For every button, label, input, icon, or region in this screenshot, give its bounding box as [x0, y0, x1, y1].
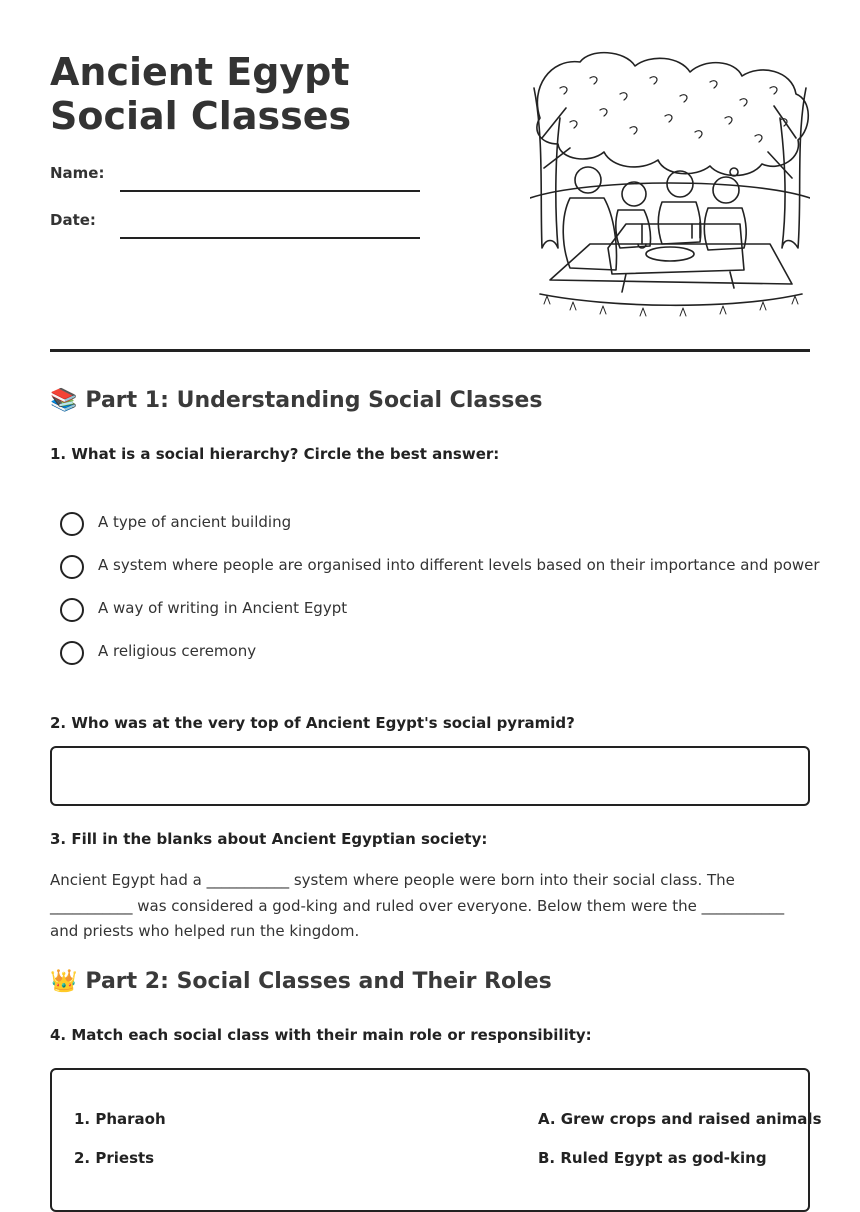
question-2: 2. Who was at the very top of Ancient Egypt's social pyramid?: [50, 714, 575, 732]
question-3: 3. Fill in the blanks about Ancient Egyptian society:: [50, 830, 488, 848]
matching-box: [50, 1068, 822, 1212]
q1-option-c-label: A way of writing in Ancient Egypt: [98, 599, 348, 617]
part2-heading-text: Part 2: Social Classes and Their Roles: [85, 969, 552, 994]
date-input-line[interactable]: [120, 237, 420, 239]
radio-circle[interactable]: [60, 598, 84, 622]
match-left-2: 2. Priests: [74, 1149, 155, 1167]
match-right-b: B. Ruled Egypt as god-king: [538, 1149, 767, 1167]
radio-circle[interactable]: [60, 555, 84, 579]
match-right-a: A. Grew crops and raised animals: [538, 1110, 822, 1128]
crown-icon: 👑: [50, 969, 78, 994]
q3-fill-in-paragraph: Ancient Egypt had a ___________ system where people were born into their social class. The ___________ was considered a god-king and ruled over everyone. Below them were the ___________ and priests who helped run the kingdom.: [50, 871, 785, 940]
q2-answer-box[interactable]: [50, 746, 810, 806]
header-divider: [50, 349, 810, 352]
part1-heading: [50, 388, 542, 413]
part2-heading: [50, 969, 552, 994]
q1-option-b-label: A system where people are organised into different levels based on their importance and power: [98, 556, 820, 574]
part1-heading-text: Part 1: Understanding Social Classes: [85, 388, 543, 413]
family-picnic-illustration: [530, 48, 810, 328]
name-label: Name:: [50, 164, 105, 182]
q1-option-a-label: A type of ancient building: [98, 513, 292, 531]
radio-circle[interactable]: [60, 512, 84, 536]
radio-circle[interactable]: [60, 641, 84, 665]
match-left-1: 1. Pharaoh: [74, 1110, 166, 1128]
name-field[interactable]: [50, 164, 420, 194]
question-4: 4. Match each social class with their main role or responsibility:: [50, 1026, 592, 1044]
date-field[interactable]: [50, 211, 420, 241]
page-title: Ancient Egypt Social Classes: [50, 50, 352, 138]
question-1: 1. What is a social hierarchy? Circle the best answer:: [50, 445, 500, 463]
q1-option-d-label: A religious ceremony: [98, 642, 257, 660]
date-label: Date:: [50, 211, 96, 229]
books-icon: 📚: [50, 388, 78, 413]
name-input-line[interactable]: [120, 190, 420, 192]
